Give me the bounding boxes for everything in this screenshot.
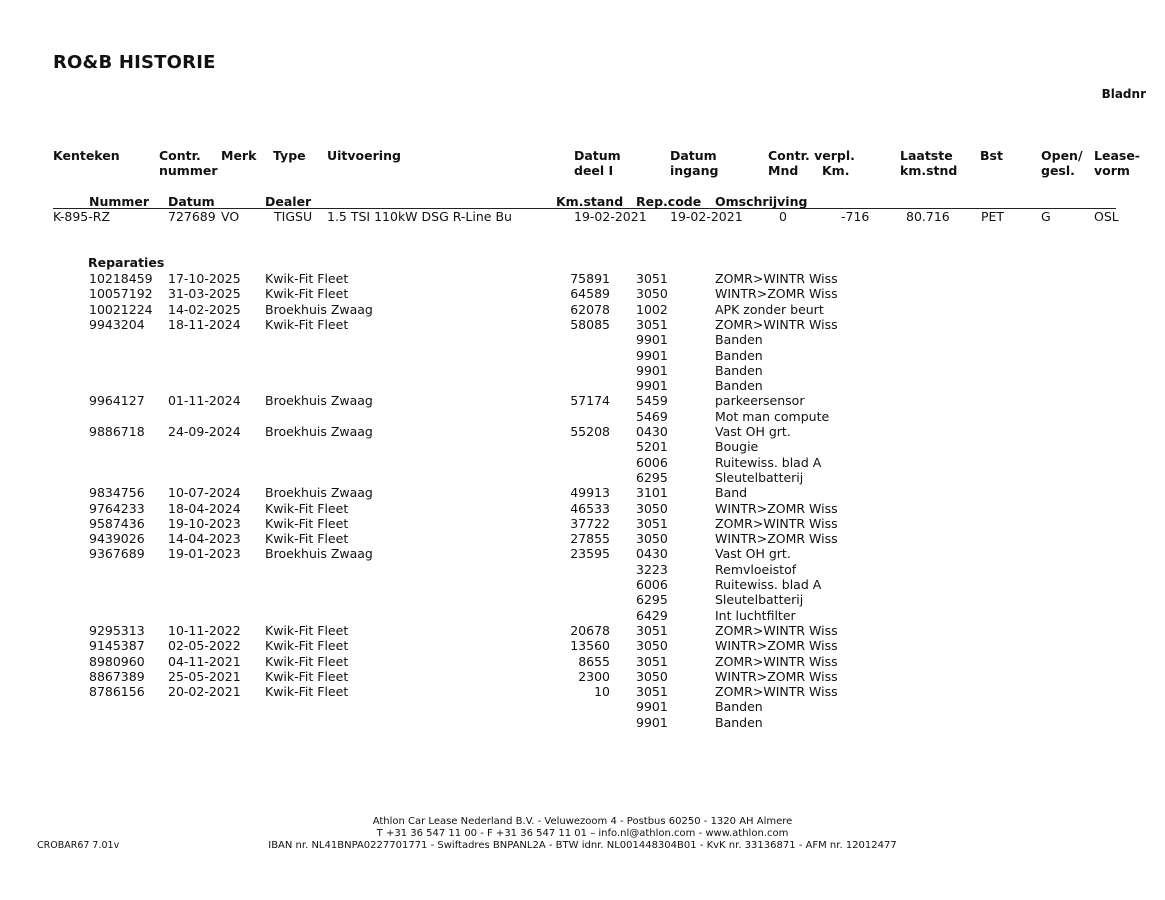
rep-dealer: Broekhuis Zwaag (265, 301, 373, 317)
table-row (0, 378, 1165, 393)
vehicle-merk: VO (221, 209, 240, 224)
header-km: Km. (822, 163, 850, 178)
rep-km-stand: 55208 (570, 424, 610, 439)
rep-description: Sleutelbatterij (715, 592, 804, 608)
table-row (0, 286, 1165, 301)
rep-description: WINTR>ZOMR Wiss (715, 500, 838, 516)
rep-description: ZOMR>WINTR Wiss (715, 653, 838, 669)
rep-km-stand: 23595 (570, 546, 610, 562)
rep-dealer: Kwik-Fit Fleet (265, 515, 349, 531)
rep-description: Band (715, 485, 748, 501)
rep-number: 9587436 (89, 515, 145, 531)
rep-description: Banden (715, 332, 763, 348)
table-row (0, 592, 1165, 607)
rep-code: 6006 (636, 577, 668, 592)
rep-km-stand: 62078 (570, 301, 610, 317)
header-contr-verpl: Contr. verpl. (768, 148, 855, 163)
rep-date: 01-11-2024 (168, 393, 241, 409)
rep-date: 25-05-2021 (168, 668, 241, 684)
vehicle-laatste-km: 80.716 (906, 209, 950, 224)
form-code: CROBAR67 7.01v (37, 840, 120, 851)
rep-km-stand: 8655 (578, 653, 610, 669)
table-row (0, 409, 1165, 424)
rep-code: 6429 (636, 607, 668, 623)
header-uitvoering: Uitvoering (327, 148, 401, 163)
rep-code: 3050 (636, 531, 668, 547)
rep-date: 10-11-2022 (168, 622, 241, 638)
rep-dealer: Broekhuis Zwaag (265, 546, 373, 562)
vehicle-type: TIGSU (274, 209, 313, 224)
header-nummer: nummer (159, 163, 218, 178)
rep-description: Banden (715, 699, 763, 715)
table-row (0, 623, 1165, 638)
vehicle-mnd: 0 (779, 209, 787, 224)
rep-code: 9901 (636, 378, 668, 394)
rep-description: Vast OH grt. (715, 424, 791, 439)
header-open: Open/ (1041, 148, 1083, 163)
rep-description: ZOMR>WINTR Wiss (715, 684, 838, 700)
rep-description: Vast OH grt. (715, 546, 791, 562)
rep-km-stand: 58085 (570, 316, 610, 332)
header-type: Type (273, 148, 306, 163)
header2-dealer: Dealer (265, 194, 312, 209)
rep-number: 9764233 (89, 500, 145, 516)
header-vorm: vorm (1094, 163, 1130, 178)
header-merk: Merk (221, 148, 257, 163)
rep-dealer: Kwik-Fit Fleet (265, 668, 349, 684)
header-gesl: gesl. (1041, 163, 1075, 178)
rep-description: Sleutelbatterij (715, 469, 804, 485)
bladnr-label: Bladnr (1101, 87, 1146, 101)
rep-description: ZOMR>WINTR Wiss (715, 515, 838, 531)
rep-date: 04-11-2021 (168, 653, 241, 669)
header-kenteken: Kenteken (53, 148, 120, 163)
rep-code: 9901 (636, 714, 668, 730)
header2-nummer: Nummer (89, 194, 150, 209)
rep-code: 3051 (636, 271, 668, 286)
rep-code: 3050 (636, 638, 668, 654)
rep-description: Ruitewiss. blad A (715, 454, 822, 470)
header-laatste: Laatste (900, 148, 953, 163)
vehicle-open-gesl: G (1041, 209, 1051, 224)
rep-dealer: Broekhuis Zwaag (265, 485, 373, 501)
vehicle-bst: PET (981, 209, 1005, 224)
rep-number: 9145387 (89, 638, 145, 654)
rep-description: Ruitewiss. blad A (715, 577, 822, 592)
rep-code: 9901 (636, 347, 668, 363)
rep-number: 9943204 (89, 316, 145, 332)
table-row (0, 332, 1165, 347)
table-row (0, 715, 1165, 730)
header-datum: Datum (574, 148, 621, 163)
rep-code: 6006 (636, 454, 668, 470)
rep-code: 3050 (636, 286, 668, 302)
header-contr: Contr. (159, 148, 201, 163)
rep-description: parkeersensor (715, 393, 805, 409)
table-row (0, 684, 1165, 699)
rep-description: Remvloeistof (715, 561, 797, 577)
rep-number: 8786156 (89, 684, 145, 700)
rep-date: 18-04-2024 (168, 500, 241, 516)
rep-dealer: Kwik-Fit Fleet (265, 684, 349, 700)
rep-date: 19-01-2023 (168, 546, 241, 562)
rep-number: 9964127 (89, 393, 145, 409)
rep-number: 10057192 (89, 286, 153, 302)
rep-code: 3051 (636, 653, 668, 669)
vehicle-datum-deel-i: 19-02-2021 (574, 209, 647, 224)
table-row (0, 439, 1165, 454)
vehicle-km: -716 (841, 209, 870, 224)
table-row (0, 302, 1165, 317)
vehicle-lease-vorm: OSL (1094, 209, 1119, 224)
rep-code: 0430 (636, 546, 668, 562)
vehicle-datum-ingang: 19-02-2021 (670, 209, 743, 224)
table-row (0, 546, 1165, 561)
reparaties-heading: Reparaties (88, 255, 165, 270)
rep-km-stand: 46533 (570, 500, 610, 516)
table-row (0, 455, 1165, 470)
header-lease: Lease- (1094, 148, 1140, 163)
rep-km-stand: 57174 (570, 393, 610, 409)
header2-omschrijving: Omschrijving (715, 194, 808, 209)
footer-bank: IBAN nr. NL41BNPA0227701771 - Swiftadres BNPANL2A - BTW idnr. NL001448304B01 - KvK nr. 33136871 - AFM nr. 12012477 (268, 840, 897, 851)
rep-code: 5469 (636, 408, 668, 424)
rep-dealer: Broekhuis Zwaag (265, 393, 373, 409)
rep-date: 10-07-2024 (168, 485, 241, 501)
rep-description: Int luchtfilter (715, 607, 796, 623)
rep-number: 9367689 (89, 546, 145, 562)
rep-description: ZOMR>WINTR Wiss (715, 316, 838, 332)
table-row (0, 577, 1165, 592)
table-row (0, 363, 1165, 378)
rep-date: 31-03-2025 (168, 286, 241, 302)
rep-number: 9295313 (89, 622, 145, 638)
rep-code: 9901 (636, 332, 668, 348)
table-row (0, 317, 1165, 332)
header2-datum: Datum (168, 194, 215, 209)
rep-code: 3051 (636, 622, 668, 638)
rep-dealer: Kwik-Fit Fleet (265, 638, 349, 654)
table-row (0, 669, 1165, 684)
vehicle-kenteken: K-895-RZ (53, 209, 111, 224)
rep-km-stand: 49913 (570, 485, 610, 501)
header-bst: Bst (980, 148, 1003, 163)
table-row (0, 638, 1165, 653)
rep-date: 14-02-2025 (168, 301, 241, 317)
header-km-stnd: km.stnd (900, 163, 958, 178)
table-row (0, 470, 1165, 485)
table-row (0, 531, 1165, 546)
header-ingang: ingang (670, 163, 719, 178)
rep-code: 3051 (636, 515, 668, 531)
rep-km-stand: 2300 (578, 668, 610, 684)
rep-code: 3051 (636, 316, 668, 332)
table-row (0, 485, 1165, 500)
header2-km-stand: Km.stand (556, 194, 624, 209)
rep-km-stand: 20678 (570, 622, 610, 638)
rep-dealer: Kwik-Fit Fleet (265, 286, 349, 302)
rep-dealer: Kwik-Fit Fleet (265, 531, 349, 547)
rep-number: 10021224 (89, 301, 153, 317)
rep-description: WINTR>ZOMR Wiss (715, 668, 838, 684)
rep-code: 3050 (636, 668, 668, 684)
rep-dealer: Broekhuis Zwaag (265, 424, 373, 439)
page-title: RO&B HISTORIE (53, 52, 216, 73)
rep-date: 19-10-2023 (168, 515, 241, 531)
table-row (0, 608, 1165, 623)
rep-description: Banden (715, 714, 763, 730)
rep-date: 17-10-2025 (168, 271, 241, 286)
rep-km-stand: 64589 (570, 286, 610, 302)
rep-number: 9834756 (89, 485, 145, 501)
rep-description: Mot man compute (715, 408, 830, 424)
rep-number: 9439026 (89, 531, 145, 547)
rep-code: 3050 (636, 500, 668, 516)
table-row (0, 271, 1165, 286)
rep-km-stand: 13560 (570, 638, 610, 654)
rep-description: Banden (715, 362, 763, 378)
vehicle-contract: 727689 (168, 209, 216, 224)
rep-number: 8867389 (89, 668, 145, 684)
rep-description: Banden (715, 347, 763, 363)
rep-code: 9901 (636, 362, 668, 378)
rep-date: 20-02-2021 (168, 684, 241, 700)
rep-date: 18-11-2024 (168, 316, 241, 332)
rep-description: Bougie (715, 439, 759, 455)
rep-description: WINTR>ZOMR Wiss (715, 638, 838, 654)
rep-code: 0430 (636, 424, 668, 439)
rep-km-stand: 27855 (570, 531, 610, 547)
rep-description: ZOMR>WINTR Wiss (715, 271, 838, 286)
rep-km-stand: 37722 (570, 515, 610, 531)
rep-number: 10218459 (89, 271, 153, 286)
header2-rep-code: Rep.code (636, 194, 702, 209)
rep-dealer: Kwik-Fit Fleet (265, 500, 349, 516)
table-row (0, 501, 1165, 516)
rep-code: 6295 (636, 592, 668, 608)
rep-dealer: Kwik-Fit Fleet (265, 622, 349, 638)
rep-description: WINTR>ZOMR Wiss (715, 531, 838, 547)
rep-code: 5459 (636, 393, 668, 409)
rep-number: 9886718 (89, 424, 145, 439)
rep-description: APK zonder beurt (715, 301, 824, 317)
table-row (0, 699, 1165, 714)
rep-code: 9901 (636, 699, 668, 715)
footer-contact: T +31 36 547 11 00 - F +31 36 547 11 01 – info.nl@athlon.com - www.athlon.com (376, 828, 789, 839)
header-deel-i: deel I (574, 163, 614, 178)
vehicle-uitvoering: 1.5 TSI 110kW DSG R-Line Bu (327, 209, 512, 224)
table-row (0, 654, 1165, 669)
rep-description: ZOMR>WINTR Wiss (715, 622, 838, 638)
header-datum-ingang: Datum (670, 148, 717, 163)
rep-date: 24-09-2024 (168, 424, 241, 439)
rep-code: 3223 (636, 561, 668, 577)
rep-code: 5201 (636, 439, 668, 455)
table-row (0, 424, 1165, 439)
rep-code: 3051 (636, 684, 668, 700)
rep-code: 3101 (636, 485, 668, 501)
table-row (0, 562, 1165, 577)
rep-dealer: Kwik-Fit Fleet (265, 316, 349, 332)
table-row (0, 393, 1165, 408)
rep-dealer: Kwik-Fit Fleet (265, 653, 349, 669)
rep-dealer: Kwik-Fit Fleet (265, 271, 349, 286)
rep-code: 1002 (636, 301, 668, 317)
rep-description: WINTR>ZOMR Wiss (715, 286, 838, 302)
header-mnd: Mnd (768, 163, 799, 178)
rep-description: Banden (715, 378, 763, 394)
rep-date: 14-04-2023 (168, 531, 241, 547)
table-row (0, 516, 1165, 531)
rep-km-stand: 75891 (570, 271, 610, 286)
table-row (0, 348, 1165, 363)
rep-km-stand: 10 (594, 684, 610, 700)
footer-address: Athlon Car Lease Nederland B.V. - Veluwezoom 4 - Postbus 60250 - 1320 AH Almere (372, 816, 793, 827)
rep-number: 8980960 (89, 653, 145, 669)
rep-code: 6295 (636, 469, 668, 485)
rep-date: 02-05-2022 (168, 638, 241, 654)
